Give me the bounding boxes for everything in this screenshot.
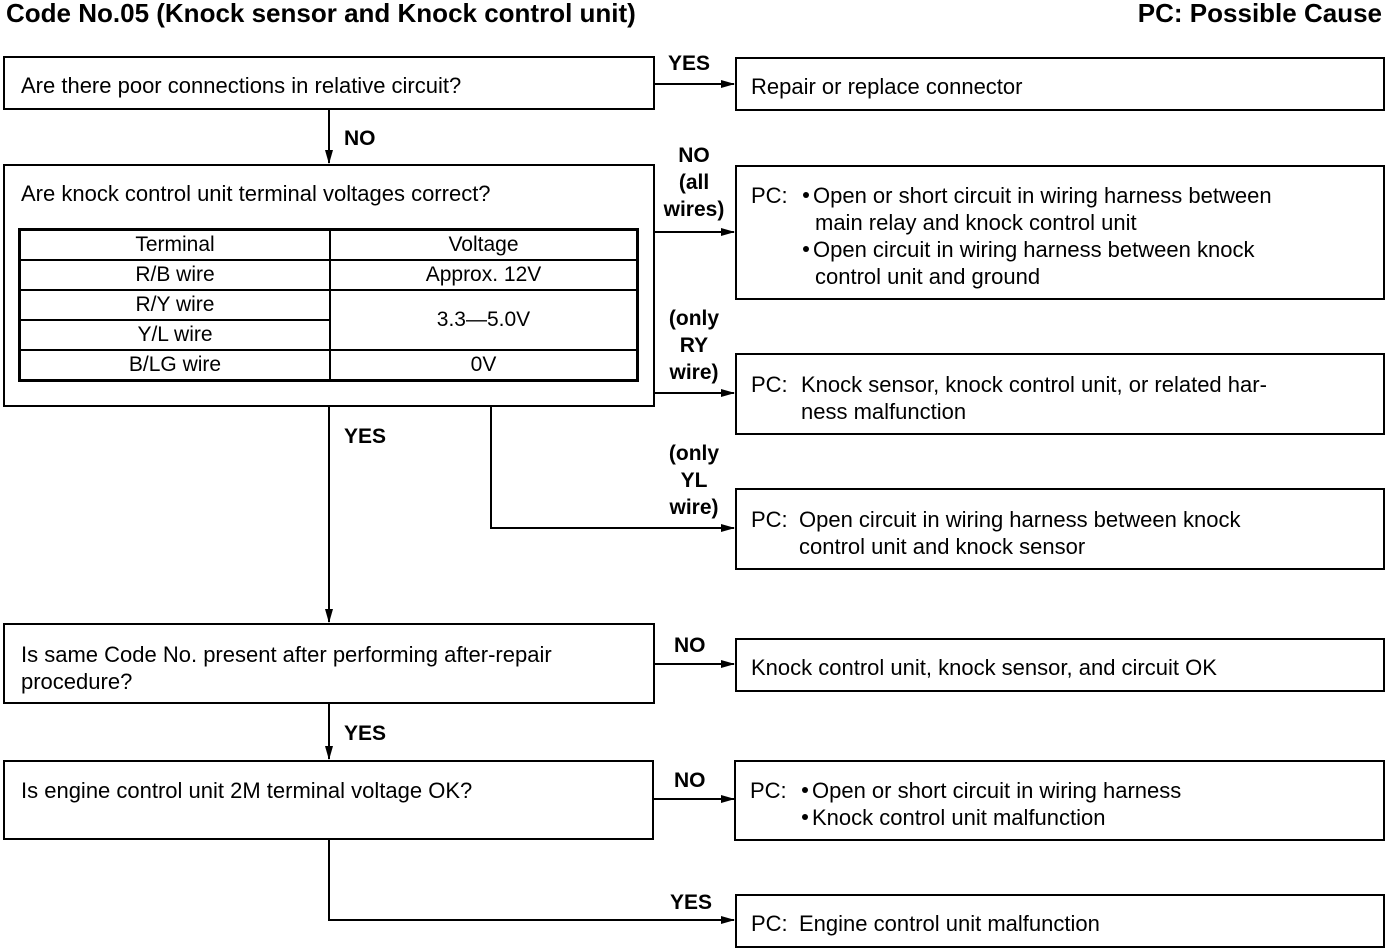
question-text: Is engine control unit 2M terminal voltage OK? [21,778,473,803]
table-cell-voltage: Approx. 12V [330,260,638,290]
bullet-text: Open circuit in wiring harness between knock [813,237,1255,262]
page-title: Code No.05 (Knock sensor and Knock control unit) [6,0,636,28]
label-q2-only-yl-line3: wire) [669,496,719,519]
pc-prefix: PC: [751,911,788,936]
label-q3-no: NO [674,634,706,657]
pc-prefix: PC: [751,183,788,208]
question-box-code-present [3,623,655,704]
bullet-text: Open or short circuit in wiring harness between [813,183,1272,208]
result-text: Repair or replace connector [751,74,1023,99]
result-box-pc-ecu-malfunction [735,894,1385,948]
result-box-circuit-ok [735,638,1385,692]
question-text: Are knock control unit terminal voltages correct? [21,181,491,206]
table-cell-voltage: 0V [330,350,638,381]
bullet-item [803,236,1254,263]
label-q2-only-ry-line3: wire) [669,361,719,384]
result-box-pc-knock-sensor [735,353,1385,435]
bullet-continuation: main relay and knock control unit [815,210,1137,235]
bullet-text: Knock control unit malfunction [812,805,1106,830]
question-text: Are there poor connections in relative circuit? [21,73,462,98]
label-q1-yes: YES [668,52,711,75]
table-header-row [20,230,638,261]
label-q3-yes: YES [344,722,387,745]
table-cell-terminal: Y/L wire [20,320,331,350]
label-q2-only-yl-line2: YL [680,469,708,492]
label-q2-only-ry-line1: (only [668,307,720,330]
bullet-text: Open or short circuit in wiring harness [812,778,1182,803]
label-q2-only-yl-line1: (only [668,442,720,465]
label-q2-no-all-line2: (all [678,171,710,194]
label-q2-yes: YES [344,425,387,448]
bullet-continuation: control unit and ground [815,264,1041,289]
table-cell-terminal: B/LG wire [20,350,331,381]
table-row [20,260,638,290]
question-text-line2: procedure? [21,669,133,694]
question-box-ecu-2m-voltage [3,760,654,840]
bullet-icon [803,192,809,198]
label-q1-no: NO [344,127,376,150]
result-text: Engine control unit malfunction [799,911,1100,936]
result-text-line2: ness malfunction [801,399,967,424]
bullet-item [802,777,1181,804]
bullet-icon [803,246,809,252]
table-cell-terminal: R/Y wire [20,290,331,320]
table-header-voltage: Voltage [330,230,638,261]
label-q2-no-all-line3: wires) [663,198,725,221]
label-q2-no-all-line1: NO [678,144,710,167]
table-header-terminal: Terminal [20,230,331,261]
label-q4-yes: YES [670,891,713,914]
bullet-icon [802,814,808,820]
table-row [20,350,638,381]
result-box-repair-connector [735,57,1385,111]
table-row [20,290,638,320]
pc-prefix: PC: [751,507,788,532]
pc-prefix: PC: [750,778,787,803]
bullet-item [803,182,1272,209]
table-cell-voltage: 3.3—5.0V [330,290,638,350]
result-box-pc-wiring-main-relay [735,165,1385,300]
question-text-line1: Is same Code No. present after performing after-repair [21,642,552,667]
result-text: Knock control unit, knock sensor, and circuit OK [751,655,1217,680]
table-cell-terminal: R/B wire [20,260,331,290]
legend-text: PC: Possible Cause [1137,0,1382,28]
label-q4-no: NO [674,769,706,792]
question-box-poor-connections [3,56,655,110]
bullet-icon [802,787,808,793]
result-text-line1: Open circuit in wiring harness between knock [799,507,1241,532]
result-box-pc-open-circuit-knock-sensor [735,488,1385,570]
bullet-item [802,804,1106,831]
pc-prefix: PC: [751,372,788,397]
label-q2-only-ry-line2: RY [679,334,709,357]
terminal-voltage-table [18,228,639,382]
result-text-line1: Knock sensor, knock control unit, or related har- [801,372,1267,397]
result-text-line2: control unit and knock sensor [799,534,1086,559]
result-box-pc-harness-or-unit [734,760,1385,841]
